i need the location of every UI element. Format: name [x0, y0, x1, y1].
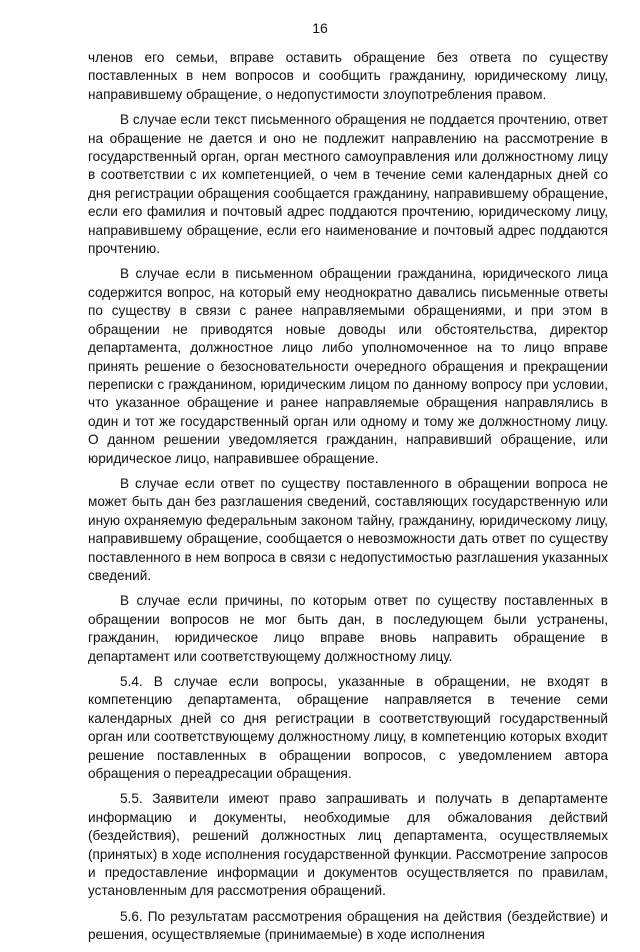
- page-number: 16: [312, 20, 328, 36]
- paragraph-continuation: членов его семьи, вправе оставить обращение без ответа по существу поставленных в нем вопросов и сообщить гражданину, юридическому лицу, направившему обращение, о недопустимости злоупотребления правом.: [88, 50, 608, 102]
- paragraph-5-6: 5.6. По результатам рассмотрения обращения на действия (бездействие) и решения, осуществляемые (принимаемые) в ходе исполнения: [88, 908, 608, 943]
- paragraph-repeated-question: В случае если в письменном обращении гражданина, юридического лица содержится вопрос, на который ему неоднократно давались письменные ответы по существу в связи с ранее направляемыми обращениями, и при этом в обращении не приводятся новые доводы или обстоятельства, директор департамента, должностное лицо либо уполномоченное на то лицо вправе принять решение о безосновательности очередного обращения и прекращении переписки с гражданином, юридическим лицом по данному вопросу при условии, что указанное обращение и ранее направляемые обращения направлялись в один и тот же государственный орган или одному и тому же должностному лицу. О данном решении уведомляется гражданин, направивший обращение, или юридическое лицо, направившее обращение.: [88, 266, 608, 466]
- paragraph-5-4: 5.4. В случае если вопросы, указанные в обращении, не входят в компетенцию департамента, обращение направляется в течение семи календарных дней со дня регистрации в соответствующий государственный орган или соответствующему должностному лицу, в компетенцию которых входит решение поставленных в обращении вопросов, с уведомлением автора обращения о переадресации обращения.: [88, 674, 608, 782]
- paragraph-5-5: 5.5. Заявители имеют право запрашивать и получать в департаменте информацию и документы, необходимые для обжалования действий (бездействия), решений должностных лиц департамента, осуществляемых (принятых) в ходе исполнения государственной функции. Рассмотрение запросов и предоставление информации и документов осуществляется по правилам, установленным для рассмотрения обращений.: [88, 791, 608, 899]
- paragraph-illegible-text: В случае если текст письменного обращения не поддается прочтению, ответ на обращение не дается и оно не подлежит направлению на рассмотрение в государственный орган, орган местного самоуправления или должностному лицу в соответствии с их компетенцией, о чем в течение семи календарных дней со дня регистрации обращения сообщается гражданину, направившему обращение, если его фамилия и почтовый адрес поддаются прочтению, юридическому лицу, направившему обращение, если его наименование и почтовый адрес поддаются прочтению.: [88, 112, 608, 257]
- document-body: [88, 49, 608, 952]
- paragraph-protected-secret: В случае если ответ по существу поставленного в обращении вопроса не может быть дан без разглашения сведений, составляющих государственную или иную охраняемую федеральным законом тайну, гражданину, юридическому лицу, направившему обращение, сообщается о невозможности дать ответ по существу поставленного в нем вопроса в связи с недопустимостью разглашения указанных сведений.: [88, 475, 608, 583]
- paragraph-reasons-eliminated: В случае если причины, по которым ответ по существу поставленных в обращении вопросов не мог быть дан, в последующем были устранены, гражданин, юридическое лицо вправе вновь направить обращение в департамент или соответствующему должностному лицу.: [88, 593, 608, 664]
